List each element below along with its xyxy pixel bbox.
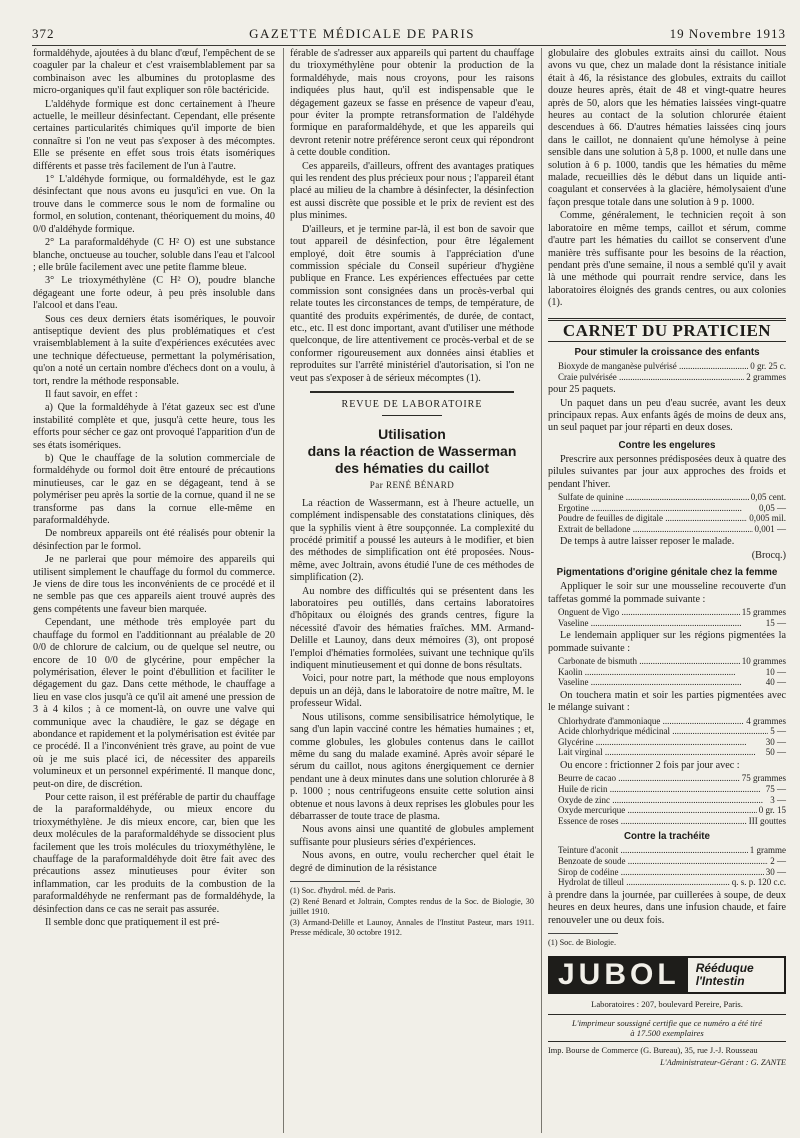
ingredient: Ergotine ..... — [558, 503, 757, 514]
prescription-row — [558, 716, 786, 727]
footnote: (1) Soc. d'hydrol. méd. de Paris. — [290, 885, 396, 895]
ingredient: Oxyde mercurique ..... — [558, 805, 757, 816]
prescription-row — [558, 747, 786, 758]
prescription-row — [558, 524, 786, 535]
paragraph: Ces appareils, d'ailleurs, offrent des avantages pratiques qui les rendent des plus précieux pour nous ; l'appareil étant placé au milieu de la chambre à désinfecter, la désinfection est aussi discrète que possible et le prix de revient est des plus minimes. — [290, 160, 535, 222]
paragraph: Nous utilisons, comme sensibilisatrice hémolytique, le sang d'un lapin vacciné contre les hématies humaines ; et, comme globules, les globules contenus dans le caillot même du sang du malade examiné. Après avoir séparé le sérum du caillot, nous agitons énergiquement ce dernier pendant une à deux minutes dans une solution chlorurée à 8 p. 1000 ; nous centrifugeons ensuite cette solution ainsi obtenue et nous lavons à deux reprises les globules pour les débarrasser de toute trace de plasma. — [290, 711, 534, 822]
paragraph: Nous avons, en outre, voulu rechercher quel était le degré de diminution de la résistance — [290, 850, 534, 874]
ingredient: Hydrolat de tilleul ..... — [558, 877, 730, 888]
ingredient: Beurre de cacao ..... — [558, 773, 740, 784]
paragraph: Prescrire aux personnes prédisposées deux à quatre des pilules suivantes par jour aux approches des froids et pendant l'hiver. — [548, 453, 786, 490]
recipe-title: Pigmentations d'origine génitale chez la femme — [556, 567, 778, 579]
quantity: 75 — — [765, 783, 786, 794]
prescription — [558, 773, 786, 826]
quantity: 15 — — [765, 617, 786, 628]
ingredient: Vaseline ..... — [558, 618, 764, 629]
quantity: III gouttes — [748, 815, 786, 826]
prescription-row — [558, 877, 786, 888]
prescription-row — [558, 773, 786, 784]
footnote: (1) Soc. de Biologie. — [548, 937, 616, 947]
paragraph: férable de s'adresser aux appareils qui partent du chauffage du trioxyméthylène pour obtenir la production de la formaldéhyde, mais nous croyons, pour les raisons indiquées plus haut, qu'il est indispensable que le dégagement gazeux se fasse en présence de vapeur d'eau, pour éviter la prompte retransformation de l'aldéhyde formique en paraformaldéhyde, et que les appareils qui devront retenir notre préférence seront ceux qui répondront à cette double condition. — [290, 48, 534, 159]
paragraph: Comme, généralement, le technicien reçoit à son laboratoire en même temps, caillot et sérum, comme d'autre part les hématies du caillot se conservent d'une manière très suffisante pour les besoins de la réaction, pendant près d'une semaine, il nous a semblé qu'il y avait là une méthode qui pourrait rendre service, dans les laboratoires éloignés des grands centres, ou aux colonies (1). — [548, 210, 786, 309]
quantity: 0 gr. 25 c. — [750, 360, 786, 371]
prescription-row — [558, 784, 786, 795]
quantity: 50 — — [765, 747, 786, 758]
ingredient: Benzoate de soude ..... — [558, 856, 768, 867]
page-number: 372 — [32, 26, 55, 41]
column-1 — [33, 48, 275, 930]
paragraph: Il faut savoir, en effet : — [45, 388, 138, 400]
ingredient: Kaolin ..... — [558, 667, 764, 678]
ad-tagline-line: Rééduque — [695, 960, 754, 975]
article-title-line: des hématies du caillot — [334, 460, 490, 477]
ad-tagline-line: l'Intestin — [695, 973, 745, 988]
ingredient: Bioxyde de manganèse pulvérisé ..... — [558, 361, 748, 372]
prescription-row — [558, 845, 786, 856]
paragraph: Cependant, une méthode très employée part du chauffage du formol en l'additionnant au préalable de 20 0/0 de chlorure de calcium, ou de quelque sel neutre, ou encore de 10 0/0 de glycérine, pour empêcher la polymérisation, élever le point d'ébullition et faciliter le dégagement du gaz. Dans cette méthode, le chauffage a lieu en vase clos jusqu'à ce qu'il ait amené une pression de 3 à 4 kilos ; à ce moment-là, on ouvre une valve qui communique avec la chaudière, le gaz se dégage en abondance et rapidement et la polymérisation est évitée par ce procédé. Il a l'inconvénient très grave, au point de vue où je me suis placé ici, de nécessiter des appareils volumineux et un personnel expérimenté. Il manque donc, peut-on dire, de discrétion. — [33, 617, 275, 790]
jubol-advertisement — [548, 956, 786, 994]
quantity: 1 gramme — [749, 845, 786, 856]
footnote: (3) Armand-Delille et Launoy, Annales de l'Institut Pasteur, mars 1911. Presse médicale, 30 octobre 1912. — [290, 917, 534, 937]
ingredient: Carbonate de bismuth ..... — [558, 656, 740, 667]
ingredient: Oxyde de zinc ..... — [558, 795, 768, 806]
quantity: 0,05 — — [759, 502, 786, 513]
paragraph: L'aldéhyde formique est donc certainement à l'heure actuelle, le meilleur désinfectant. Cependant, elle présente certaines particularités chimiques qu'il importe de bien connaître si l'on ne veut pas s'exposer à des mécomptes. Elle se présente en effet sous trois états isomériques différents et passe très facilement de l'un à l'autre. — [33, 98, 275, 172]
footnote: (2) René Benard et Joltrain, Comptes rendus de la Soc. de Biologie, 30 juillet 1910. — [290, 896, 534, 916]
prescription — [558, 656, 786, 688]
ingredient: Huile de ricin ..... — [558, 784, 764, 795]
ad-tagline — [688, 962, 754, 988]
paragraph: formaldéhyde, ajoutées à du blanc d'œuf, l'empêchent de se coaguler par la chaleur et c'est vraisemblablement par sa combinaison avec les albumines du protoplasme des micro-organiques qu'il faut expliquer son rôle bactéricide. — [33, 48, 275, 97]
prescription-row — [558, 492, 786, 503]
footnote-divider — [290, 881, 360, 882]
ingredient: Acide chlorhydrique médicinal ..... — [558, 726, 768, 737]
ingredient: Essence de roses ..... — [558, 816, 747, 827]
quantity: 10 grammes — [741, 655, 786, 666]
paragraph: 1° L'aldéhyde formique, ou formaldéhyde, est le gaz désinfectant que nous avons eu jusqu'ici en vue. On la trouve dans le commerce sous le nom de formaline ou formol, en solution, contenant, théoriquement du moins, 40 0/0 d'aldéhyde formique. — [33, 174, 275, 235]
ingredient: Poudre de feuilles de digitale ..... — [558, 513, 747, 524]
paragraph: Ou encore : frictionner 2 fois par jour avec : — [560, 759, 740, 771]
paragraph: Le lendemain appliquer sur les régions pigmentées la pommade suivante : — [548, 630, 786, 654]
column-divider — [283, 48, 284, 1133]
prescription-row — [558, 677, 786, 688]
recipe-title: Contre la trachéite — [623, 831, 711, 843]
prescription-row — [558, 726, 786, 737]
imprint-line: à 17.500 exemplaires — [630, 1028, 704, 1039]
section-divider — [310, 391, 514, 393]
quantity: 15 grammes — [741, 606, 786, 617]
paragraph: Appliquer le soir sur une mousseline recouverte d'un taffetas gommé la pommade suivante : — [548, 581, 786, 605]
quantity: 30 — — [765, 736, 786, 747]
imprint-line: L'imprimeur soussigné certifie que ce numéro a été tiré — [571, 1018, 763, 1029]
page-header — [32, 16, 786, 46]
print-run-notice — [548, 1014, 786, 1042]
paragraph: pour 25 paquets. — [548, 384, 616, 396]
quantity: 30 — — [765, 866, 786, 877]
prescription-row — [558, 795, 786, 806]
quantity: 4 grammes — [746, 715, 786, 726]
paragraph: La réaction de Wassermann, est à l'heure actuelle, un complément indispensable des constatations cliniques, dès que la syphilis vient à être soupçonnée. La complexité du procédé primitif a poussé les auteurs à le modifier, et bien des méthodes de simplification ont été proposées. Nous-même, avec Joltrain, avons étudié l'une de ces méthodes de simplification (2). — [290, 497, 534, 584]
ingredient: Sulfate de quinine ..... — [558, 492, 749, 503]
prescription-row — [558, 503, 786, 514]
prescription-row — [558, 867, 786, 878]
manager-line: L'Administrateur-Gérant : G. ZANTE — [660, 1058, 786, 1068]
prescription-row — [558, 805, 786, 816]
quantity: q. s. p. 120 c.c. — [731, 877, 786, 888]
prescription-row — [558, 361, 786, 372]
prescription-row — [558, 737, 786, 748]
recipe-title: Contre les engelures — [618, 439, 716, 451]
paragraph: Pour cette raison, il est préférable de partir du chauffage de la paraformaldéhyde, ou mieux encore du trioxyméthylène. Je dis mieux encore, car, bien que les deux molécules de la paraformaldéhyde se dissocient plus facilement que les trois molécules du trioxyméthylène, le chauffage de la paraformaldéhyde doit être fait avec des précautions assez minutieuses pour éviter son inflammation, car les produits de la combustion de la paraformaldéhyde ne renfermant pas de formaldéhyde, la désinfection dans ce cas ne serait pas assurée. — [33, 791, 275, 915]
quantity: 0,05 cent. — [750, 491, 786, 502]
prescription-row — [558, 656, 786, 667]
carnet-header — [548, 318, 786, 342]
prescription-row — [558, 856, 786, 867]
ingredient: Glycérine ..... — [558, 737, 764, 748]
issue-date: 19 Novembre 1913 — [669, 26, 786, 41]
footnote-divider — [548, 933, 618, 934]
recipe-title: Pour stimuler la croissance des enfants — [574, 346, 760, 358]
ingredient: Chlorhydrate d'ammoniaque ..... — [558, 716, 744, 727]
prescription — [558, 607, 786, 628]
paragraph: Sous ces deux derniers états isomériques, le pouvoir antiseptique devient des plus problématiques et c'est vraisemblablement à la suite d'expériences exécutées avec une technique défectueuse, permettant la polymérisation, qu'on a noté un certain nombre d'échecs dont on a voulu, à tort, rendre la méthode responsable. — [33, 313, 275, 387]
paragraph: à prendre dans la journée, par cuillerées à soupe, de deux heures en deux heures, dans une infusion chaude, et faire renouveler une ou deux fois. — [548, 889, 786, 926]
quantity: 10 — — [765, 666, 786, 677]
ingredient: Lait virginal ..... — [558, 747, 764, 758]
ingredient: Onguent de Vigo ..... — [558, 607, 740, 618]
paragraph: 3° Le trioxyméthylène (C H² O), poudre blanche dégageant une forte odeur, à peu près insoluble dans l'alcool et dans l'eau. — [33, 275, 275, 312]
paragraph: Un paquet dans un peu d'eau sucrée, avant les deux principaux repas. Aux enfants âgés de moins de deux ans, un seul paquet par jour réparti en deux doses. — [548, 397, 786, 434]
quantity: 0 gr. 15 — [758, 805, 786, 816]
prescription-row — [558, 618, 786, 629]
ad-brand: JUBOL — [550, 958, 688, 992]
quantity: 40 — — [765, 677, 786, 688]
journal-title: GAZETTE MÉDICALE DE PARIS — [249, 26, 475, 41]
quantity: 5 — — [770, 726, 786, 737]
prescription — [558, 361, 786, 382]
paragraph: a) Que la formaldéhyde à l'état gazeux sec est d'une instabilité complète et que, jusqu'à cette heure, tous les efforts pour sécher ce gaz ont provoqué l'apparition d'un de ses états isomériques. — [33, 402, 275, 451]
paragraph: Il semble donc que pratiquement il est pré- — [45, 917, 220, 929]
ingredient: Craie pulvérisée ..... — [558, 372, 744, 383]
prescription-row — [558, 607, 786, 618]
section-heading: REVUE DE LABORATOIRE — [341, 398, 483, 410]
prescription-row — [558, 667, 786, 678]
quantity: 75 grammes — [741, 773, 786, 784]
paragraph: Nous avons ainsi une quantité de globules amplement suffisante pour plusieurs séries d'expériences. — [290, 824, 534, 848]
article-title-line: Utilisation — [378, 426, 446, 443]
quantity: 0,005 mil. — [749, 513, 786, 524]
prescription-row — [558, 372, 786, 383]
prescription-row — [558, 513, 786, 524]
paragraph: Voici, pour notre part, la méthode que nous employons depuis un an déjà, dans le laboratoire de notre maître, M. le professeur Widal. — [290, 673, 534, 710]
credit: (Brocq.) — [751, 549, 786, 561]
quantity: 0,001 — — [754, 523, 786, 534]
prescription — [558, 845, 786, 887]
paragraph: D'ailleurs, et je termine par-là, il est bon de savoir que tout appareil de désinfection, pour être légalement employé, doit être soumis à l'appréciation d'une commission spéciale du Conseil supérieur d'hygiène publique en France. Les expériences effectuées par cette commission sont consignées dans un procès-verbal qui relate toutes les circonstances de temps, de température, de quantité des produits expérimentés, de durée, de contact, etc., etc. Il est donc important, avant d'utiliser une méthode quelconque, de lire attentivement ce procès-verbal et de se conformer rigoureusement aux données ainsi établies et reproduites sur l'arrêté ministériel d'autorisation, si l'on ne veut pas s'exposer à de sérieux mécomptes (1). — [290, 223, 534, 384]
column-3 — [548, 48, 786, 1071]
prescription — [558, 716, 786, 758]
paragraph: globulaire des globules extraits ainsi du caillot. Nous avons vu que, chez un malade dont la résistance initiale était à 46, la résistance des globules, extraits du caillot douze heures après, était de 48 et vingt-quatre heures après de 50, alors que les hématies laissées vingt-quatre heures au contact de la solution chlorurée étaient descendues à 66. D'autres hématies laissées cinq jours dans le caillot, ne donnaient qu'une hémolyse à peine sensible dans une solution à 5,8 p. 1000, et nulle dans une solution à 6 p. 1000, tandis que les hématies du même malade, recueillies dès le début dans un liquide anti-coagulant et conservées à la glacière, hémolysaient d'une façon presque totale dans une solution à 9 p. 1000. — [548, 48, 786, 208]
printer-line: Imp. Bourse de Commerce (G. Bureau), 35, rue J.-J. Rousseau — [548, 1046, 758, 1056]
ingredient: Extrait de belladone ..... — [558, 524, 753, 535]
quantity: 3 — — [770, 794, 786, 805]
paragraph: 2° La paraformaldéhyde (C H² O) est une substance blanche, onctueuse au toucher, soluble dans l'eau et l'alcool ; elle brûle facilement avec une petite flamme bleue. — [33, 237, 275, 273]
paragraph: b) Que le chauffage de la solution commerciale de formaldéhyde ou formol doit être entouré de précautions minutieuses, car le gaz en se dégageant, tend à se polymériser peu après la sortie de la cornue, quand il ne se transforme pas dans la cornue elle-même en paraformaldéhyde. — [33, 453, 275, 527]
quantity: 2 grammes — [746, 371, 786, 382]
carnet-title: CARNET DU PRATICIEN — [562, 320, 772, 340]
ingredient: Sirop de codéine ..... — [558, 867, 764, 878]
ingredient: Teinture d'aconit ..... — [558, 845, 748, 856]
author-byline: Par RENÉ BÉNARD — [369, 480, 455, 491]
paragraph: On touchera matin et soir les parties pigmentées avec le mélange suivant : — [548, 689, 786, 714]
quantity: 2 — — [770, 855, 786, 866]
prescription-row — [558, 816, 786, 827]
column-divider — [541, 48, 542, 1133]
paragraph: Au nombre des difficultés qui se présentent dans les laboratoires peu outillés, dans certains laboratoires d'hôpitaux ou éloignés des grands centres, figure la nécessité d'avoir des hématies fraîches. MM. Armand-Delille et Launoy, dans deux mémoires (3), ont proposé l'emploi d'hématies formolées, suivant une technique qu'ils indiquent minutieusement et qui donne de bons résultats. — [290, 585, 534, 672]
prescription — [558, 492, 786, 534]
ad-address: Laboratoires : 207, boulevard Pereire, Paris. — [591, 998, 743, 1009]
column-2 — [290, 48, 534, 939]
paragraph: Je ne parlerai que pour mémoire des appareils qui utilisent simplement le chauffage du formol du commerce. Je viens de dire tous les inconvénients de ce procédé et il ne semble pas que ces appareils aient trouvé auprès des gens compétents une faveur bien marquée. — [33, 554, 275, 615]
paragraph: De temps à autre laisser reposer le malade. — [560, 536, 735, 548]
ingredient: Vaseline ..... — [558, 677, 764, 688]
divider — [382, 415, 442, 416]
paragraph: De nombreux appareils ont été réalisés pour obtenir la désinfection par le formol. — [33, 528, 275, 552]
article-title — [290, 426, 534, 477]
article-title-line: dans la réaction de Wasserman — [307, 443, 517, 460]
